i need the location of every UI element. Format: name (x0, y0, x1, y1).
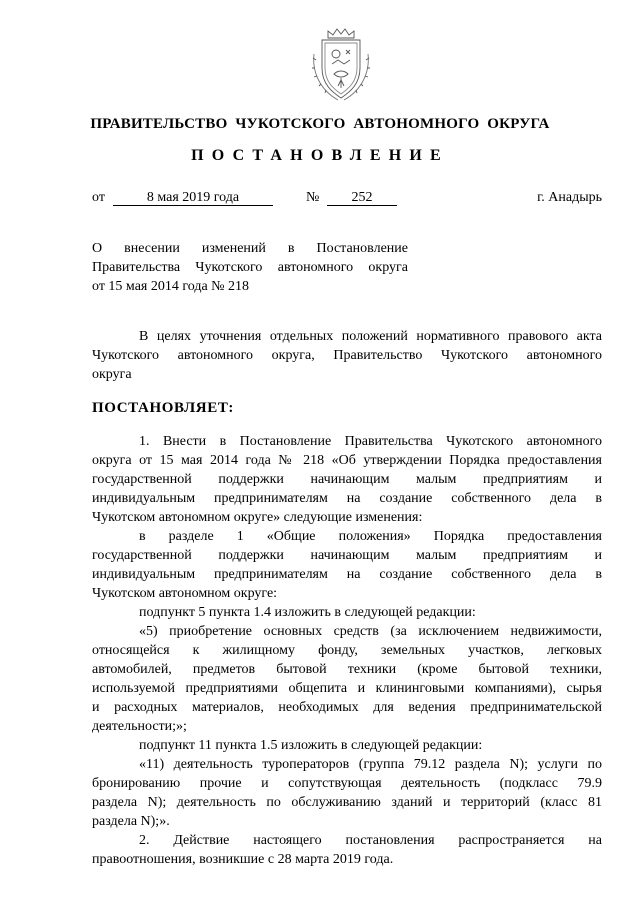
coat-of-arms-emblem (304, 24, 378, 106)
clause-line: «11) деятельность туроператоров (группа 79.12 раздела N); услуги по (139, 757, 602, 772)
clause-line: государственной поддержки начинающим малым предприятиям и (92, 472, 602, 487)
clause-line: подпункт 5 пункта 1.4 изложить в следующей редакции: (139, 605, 476, 620)
preamble (92, 327, 602, 384)
clause-line: в разделе 1 «Общие положения» Порядка предоставления (139, 529, 602, 544)
preamble-line: В целях уточнения отдельных положений нормативного правового акта (139, 329, 602, 344)
clause-line: государственной поддержки начинающим малым предприятиям и (92, 548, 602, 563)
subject-line: Правительства Чукотского автономного округа (92, 260, 408, 275)
clauses (92, 432, 602, 869)
clause-line: раздела N);». (92, 814, 170, 829)
document-number: 252 (327, 190, 397, 206)
date-prefix: от (92, 190, 105, 205)
clause-line: 1. Внести в Постановление Правительства Чукотского автономного (139, 434, 602, 449)
number-label: № (306, 190, 320, 205)
clause-line: автомобилей, предметов бытовой техники (кроме бытовой техники, (92, 662, 602, 677)
subject-line: О внесении изменений в Постановление (92, 241, 408, 256)
clause-line: относящейся к жилищному фонду, земельных участков, легковых (92, 643, 602, 658)
clause-line: 2. Действие настоящего постановления распространяется на (139, 833, 602, 848)
preamble-line: округа (92, 367, 132, 382)
clause-line: правоотношения, возникшие с 28 марта 2019 года. (92, 852, 394, 867)
document-place: г. Анадырь (537, 190, 602, 205)
resolves-heading: ПОСТАНОВЛЯЕТ: (92, 400, 235, 416)
clause-line: деятельности;»; (92, 719, 187, 734)
document-subject (92, 239, 408, 296)
clause-line: используемой предприятиями общепита и клининговыми компаниями), сырья (92, 681, 602, 696)
clause-line: и расходных материалов, необходимых для ведения предпринимательской (92, 700, 602, 715)
clause-line: индивидуальным предпринимателям на создание собственного дела в (92, 567, 602, 582)
clause-line: бронированию прочие и сопутствующая деятельность (подкласс 79.9 (92, 776, 602, 791)
clause-line: индивидуальным предпринимателям на создание собственного дела в (92, 491, 602, 506)
preamble-line: Чукотского автономного округа, Правительство Чукотского автономного (92, 348, 602, 363)
clause-line: Чукотском автономном округе: (92, 586, 278, 601)
government-title: ПРАВИТЕЛЬСТВО ЧУКОТСКОГО АВТОНОМНОГО ОКРУГА (90, 116, 550, 132)
subject-line: от 15 мая 2014 года № 218 (92, 279, 250, 294)
clause-line: Чукотском автономном округе» следующие изменения: (92, 510, 423, 525)
document-date: 8 мая 2019 года (113, 190, 273, 206)
clause-line: раздела N); деятельность по обслуживанию зданий и территорий (класс 81 (92, 795, 602, 810)
document-type: ПОСТАНОВЛЕНИЕ (191, 147, 449, 164)
clause-line: «5) приобретение основных средств (за исключением недвижимости, (139, 624, 602, 639)
clause-line: подпункт 11 пункта 1.5 изложить в следующей редакции: (139, 738, 483, 753)
clause-line: округа от 15 мая 2014 года № 218 «Об утверждении Порядка предоставления (92, 453, 602, 468)
